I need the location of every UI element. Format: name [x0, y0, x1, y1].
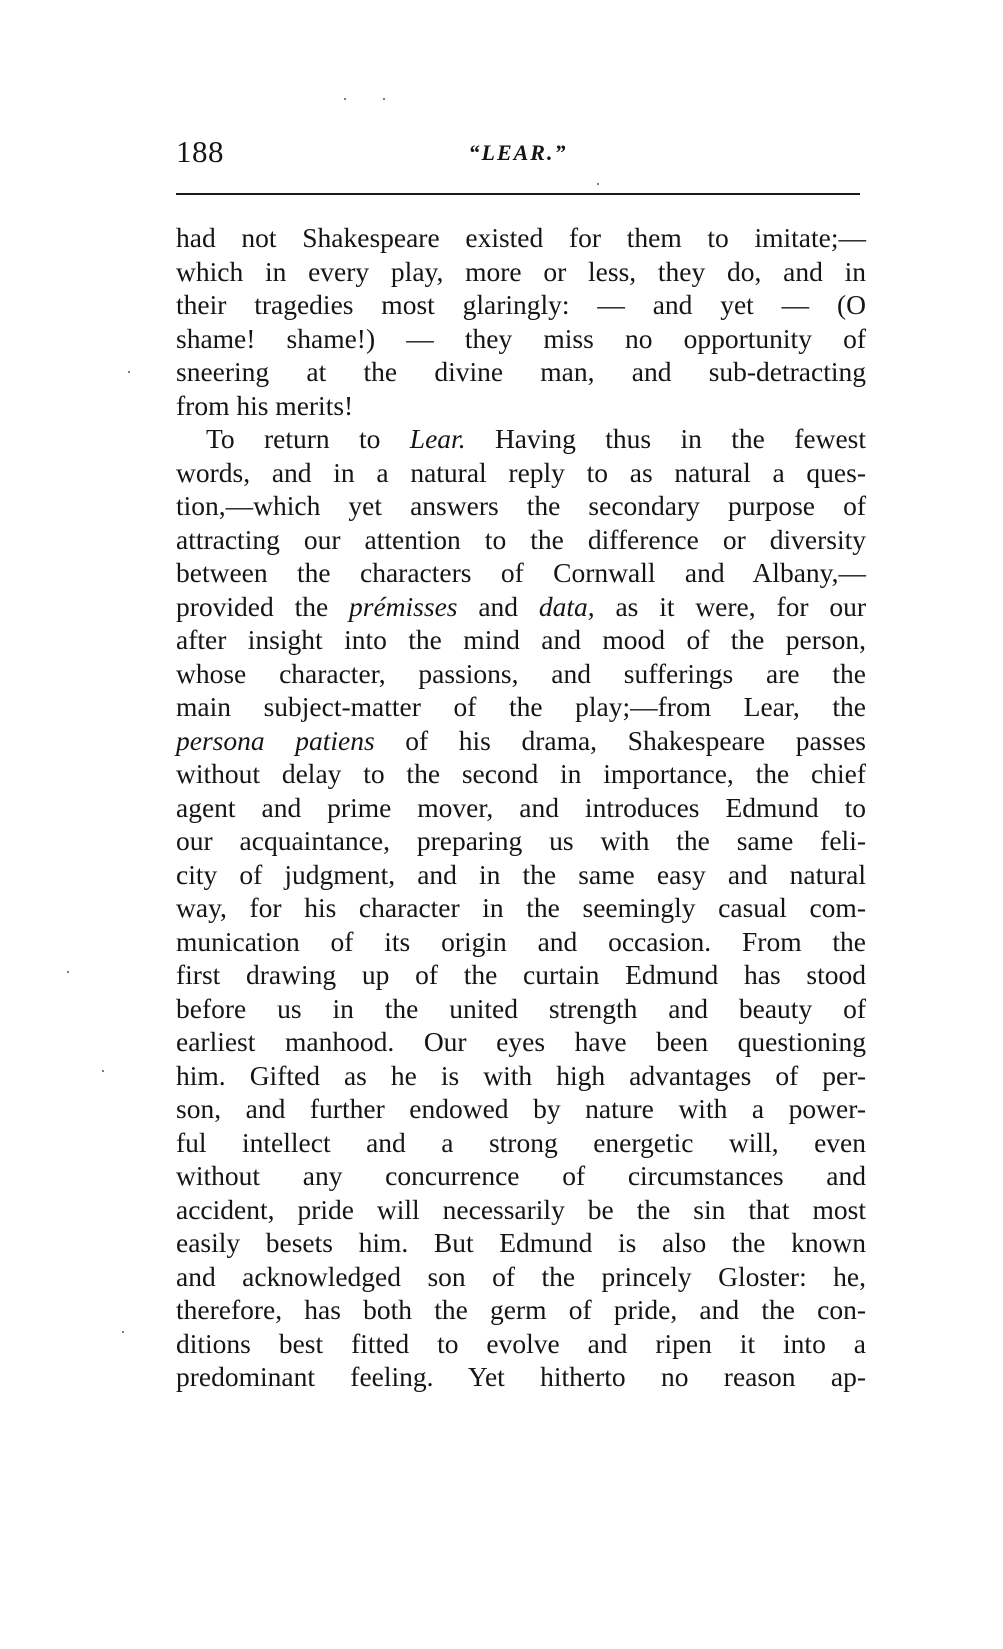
text-line: after insight into the mind and mood of the person,: [176, 624, 866, 655]
text-line: [176, 590, 866, 624]
text-line: first drawing up of the curtain Edmund has stood: [176, 959, 866, 990]
running-head: “LEAR.”: [468, 140, 568, 165]
italic-text-segment: Lear.: [409, 423, 466, 454]
header-rule: [176, 193, 860, 195]
text-line: city of judgment, and in the same easy and natural: [176, 858, 866, 890]
text-line: predominant feeling. Yet hitherto no reason ap-: [176, 1361, 866, 1392]
text-line: and acknowledged son of the princely Gloster: he,: [176, 1260, 866, 1292]
body-text: [176, 221, 866, 1394]
scan-speck: [67, 971, 69, 973]
text-line: earliest manhood. Our eyes have been questioning: [176, 1026, 866, 1057]
italic-text-segment: persona patiens: [176, 724, 375, 756]
text-line: him. Gifted as he is with high advantages of per-: [176, 1059, 866, 1091]
text-line: way, for his character in the seemingly casual com-: [176, 892, 866, 923]
text-segment: Having thus in the fewest: [465, 423, 866, 454]
text-line: from his merits!: [176, 389, 354, 421]
scan-speck: [597, 183, 599, 185]
text-line: tion,—which yet answers the secondary purpose of: [176, 490, 866, 521]
scan-speck: [128, 371, 130, 373]
text-line: therefore, has both the germ of pride, and the con-: [176, 1294, 866, 1325]
text-segment: and: [457, 590, 539, 622]
text-line: accident, pride will necessarily be the sin that most: [176, 1193, 866, 1225]
text-line: agent and prime mover, and introduces Edmund to: [176, 791, 866, 823]
text-segment: provided the: [176, 590, 350, 622]
page-header: [176, 134, 860, 174]
text-line: whose character, passions, and sufferings are the: [176, 657, 866, 689]
text-segment: of his drama, Shakespeare passes: [374, 724, 866, 756]
text-line: our acquaintance, preparing us with the same feli-: [176, 825, 866, 856]
scan-speck: [383, 98, 385, 100]
text-line: munication of its origin and occasion. From the: [176, 925, 866, 957]
text-line: main subject-matter of the play;—from Lear, the: [176, 691, 866, 722]
italic-text-segment: prémisses: [349, 590, 458, 622]
scan-speck: [122, 1331, 124, 1333]
text-line: [176, 422, 866, 456]
italic-text-segment: data,: [538, 590, 595, 622]
text-line: shame! shame!) — they miss no opportunity of: [176, 322, 866, 354]
text-line: had not Shakespeare existed for them to imitate;—: [176, 222, 866, 253]
text-segment: as it were, for our: [594, 590, 866, 622]
text-segment: To return to: [206, 423, 410, 454]
text-line: between the characters of Cornwall and Albany,—: [176, 557, 866, 588]
text-line: which in every play, more or less, they do, and in: [176, 255, 866, 287]
text-line: their tragedies most glaringly: — and yet — (O: [176, 289, 866, 320]
scan-speck: [344, 98, 346, 100]
text-line: ful intellect and a strong energetic will, even: [176, 1126, 866, 1158]
page-number: 188: [176, 134, 224, 169]
scan-speck: [102, 1070, 104, 1072]
text-line: without any concurrence of circumstances and: [176, 1160, 866, 1191]
text-line: before us in the united strength and beauty of: [176, 992, 866, 1024]
text-line: easily besets him. But Edmund is also the known: [176, 1227, 866, 1258]
text-line: son, and further endowed by nature with a power-: [176, 1093, 866, 1124]
text-line: ditions best fitted to evolve and ripen it into a: [176, 1327, 866, 1359]
text-line: attracting our attention to the difference or diversity: [176, 523, 866, 555]
text-line: sneering at the divine man, and sub-detracting: [176, 356, 866, 387]
text-line: words, and in a natural reply to as natural a ques-: [176, 456, 866, 488]
text-line: [176, 724, 866, 758]
text-line: without delay to the second in importance, the chief: [176, 758, 866, 789]
